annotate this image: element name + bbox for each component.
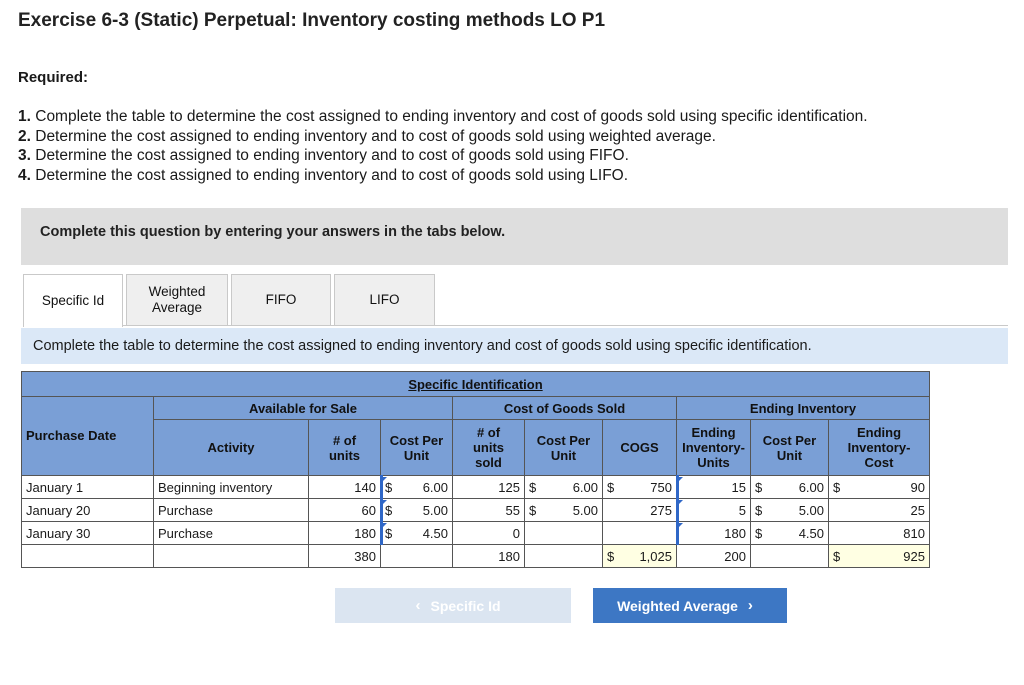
col-ending-cost-per-unit: Cost Per Unit [751, 420, 829, 476]
ending-units-input[interactable]: 5 [677, 499, 751, 522]
next-tab-button[interactable]: Weighted Average › [593, 588, 787, 623]
group-cost-of-goods-sold: Cost of Goods Sold [453, 397, 677, 420]
col-activity: Activity [154, 420, 309, 476]
col-units-sold: # of units sold [453, 420, 525, 476]
page-title: Exercise 6-3 (Static) Perpetual: Inventory costing methods LO P1 [18, 10, 606, 31]
total-units: 380 [309, 545, 381, 568]
tab-lifo[interactable]: LIFO [334, 274, 435, 325]
units-sold: 55 [453, 499, 525, 522]
cogs: 275 [603, 499, 677, 522]
requirement-item: 2. Determine the cost assigned to ending inventory and to cost of goods sold using weighted average. [18, 127, 716, 145]
instruction-bar [21, 328, 1008, 364]
ending-cost: $ 90 [829, 476, 930, 499]
ending-cost-per-unit: $ 6.00 [751, 476, 829, 499]
purchase-date: January 30 [22, 522, 154, 545]
ending-units-input[interactable]: 15 [677, 476, 751, 499]
ending-cost: 25 [829, 499, 930, 522]
col-ending-units: Ending Inventory- Units [677, 420, 751, 476]
prev-tab-button[interactable]: ‹ Specific Id [335, 588, 571, 623]
activity: Purchase [154, 522, 309, 545]
tab-divider [123, 325, 1008, 326]
cost-per-unit-input[interactable]: $ 6.00 [381, 476, 453, 499]
tab-fifo[interactable]: FIFO [231, 274, 331, 325]
sold-cost-per-unit: $ 6.00 [525, 476, 603, 499]
chevron-left-icon: ‹ [415, 597, 421, 614]
requirements-list [18, 107, 868, 185]
col-cogs: COGS [603, 420, 677, 476]
units: 140 [309, 476, 381, 499]
chevron-right-icon: › [747, 597, 753, 614]
tab-specific-id[interactable]: Specific Id [23, 274, 123, 327]
table-row [22, 522, 930, 545]
col-units: # of units [309, 420, 381, 476]
activity: Beginning inventory [154, 476, 309, 499]
col-ending-cost: Ending Inventory- Cost [829, 420, 930, 476]
question-banner [21, 208, 1008, 265]
table-caption: Specific Identification [22, 372, 930, 397]
required-label: Required: [18, 69, 89, 86]
cogs: $ 750 [603, 476, 677, 499]
total-ending-units: 200 [677, 545, 751, 568]
cost-per-unit-input[interactable]: $ 4.50 [381, 522, 453, 545]
group-available-for-sale: Available for Sale [154, 397, 453, 420]
units: 180 [309, 522, 381, 545]
col-cost-per-unit: Cost Per Unit [381, 420, 453, 476]
instruction-text: Complete the table to determine the cost assigned to ending inventory and cost of goods sold using specific identification. [33, 338, 812, 354]
units: 60 [309, 499, 381, 522]
ending-cost-per-unit: $ 4.50 [751, 522, 829, 545]
banner-text: Complete this question by entering your answers in the tabs below. [40, 224, 506, 240]
cost-per-unit-input[interactable]: $ 5.00 [381, 499, 453, 522]
ending-cost-per-unit: $ 5.00 [751, 499, 829, 522]
activity: Purchase [154, 499, 309, 522]
purchase-date: January 20 [22, 499, 154, 522]
requirement-item: 4. Determine the cost assigned to ending inventory and to cost of goods sold using LIFO. [18, 166, 629, 184]
group-ending-inventory: Ending Inventory [677, 397, 930, 420]
table-row [22, 499, 930, 522]
tab-weighted-average[interactable]: Weighted Average [126, 274, 228, 325]
col-purchase-date: Purchase Date [22, 420, 154, 476]
requirement-item: 3. Determine the cost assigned to ending inventory and to cost of goods sold using FIFO. [18, 147, 629, 164]
units-sold: 0 [453, 522, 525, 545]
sold-cost-per-unit: $ 5.00 [525, 499, 603, 522]
total-ending-cost: $ 925 [829, 545, 930, 568]
cogs [603, 522, 677, 545]
total-cogs: $ 1,025 [603, 545, 677, 568]
ending-units-input[interactable]: 180 [677, 522, 751, 545]
ending-cost: 810 [829, 522, 930, 545]
requirement-item: 1. Complete the table to determine the cost assigned to ending inventory and cost of goods sold using specific identification. [18, 108, 868, 125]
units-sold: 125 [453, 476, 525, 499]
table-row [22, 476, 930, 499]
sold-cost-per-unit [525, 522, 603, 545]
total-units-sold: 180 [453, 545, 525, 568]
totals-row [22, 545, 930, 568]
purchase-date: January 1 [22, 476, 154, 499]
specific-identification-table [21, 371, 930, 568]
col-sold-cost-per-unit: Cost Per Unit [525, 420, 603, 476]
